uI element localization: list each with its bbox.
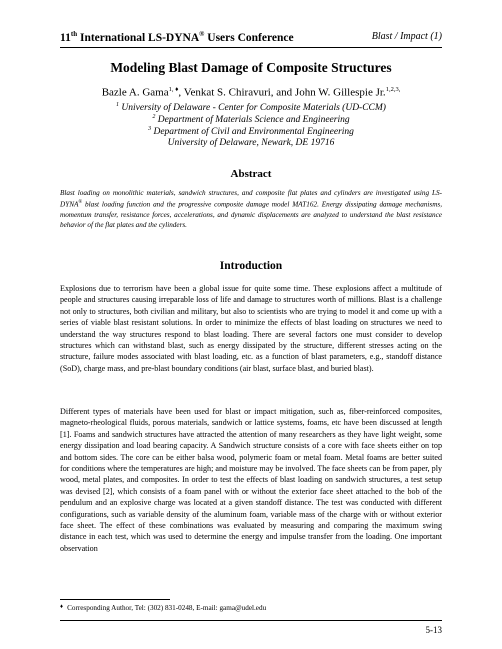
author-line xyxy=(60,86,442,99)
footnote-text: Corresponding Author, Tel: (302) 831-0248, E-mail: gama@udel.edu xyxy=(67,604,267,612)
introduction-paragraph-2: Different types of materials have been used for blast or impact mitigation, such as, fiber-reinforced composites, magneto-rheological fluids, porous materials, sandwich or lattice systems, foams, etc have been discussed at length [1]. Foams and sandwich structures have attracted the attention of many researchers as they have light weight, some energy dissipation and load bearing capacity. A Sandwich structure consists of a core with face sheets either on top and bottom sides. The core can be either balsa wood, polymeric foam or metal foam. Metal foams are better suited for conditions where the temperatures are high; and moisture may be involved. The face sheets can be from paper, ply wood, metal plates, and composites. In order to test the effects of blast loading on sandwich structures, a test setup was devised [2], which consists of a foam panel with or without the exterior face sheet attached to the bob of the pendulum and an explosive charge was located at a given standoff distance. The test was conducted with different configurations, such as variable density of the aluminum foam, variable mass of the charge with or without exterior face sheet. The effect of these combinations was evaluated by measuring and comparing the maximum swing distance in each test, which was used to determine the energy and impulse transfer from the loading. One important observation xyxy=(60,407,442,553)
introduction-paragraph-1: Explosions due to terrorism have been a global issue for quite some time. These explosions affect a multitude of people and structures causing irreparable loss of life and damage to structures worth of millions. Blast is a challenge not only to structures, both civilian and military, but also to scientists who are trying to model it and come up with a series of viable blast resistant solutions. In order to minimize the effects of blast loading on structures we need to understand the way structures respond to blast loading. There are several factors one must consider to develop structures which can withstand blast, such as energy dissipated by the structure, different stresses acting on the structure, failure modes associated with blast loading, etc. as a function of blast parameters, e.g., standoff distance (SoD), charge mass, and pre-blast boundary conditions (air blast, surface blast, and buried blast). xyxy=(60,284,442,373)
conference-number: 11 xyxy=(60,31,71,44)
affiliation-1-mark: 1 xyxy=(116,102,120,108)
section-label: Blast / Impact (1) xyxy=(371,31,442,42)
abstract-registered-mark: ® xyxy=(78,200,83,206)
affiliation-2-mark: 2 xyxy=(152,114,156,120)
affiliation-3 xyxy=(60,126,442,137)
abstract-heading: Abstract xyxy=(230,168,272,180)
affiliation-1-text: University of Delaware - Center for Composite Materials (UD-CCM) xyxy=(119,103,386,114)
affiliation-3-text: Department of Civil and Environmental Engineering xyxy=(151,127,354,138)
header-rule xyxy=(60,47,442,48)
registered-mark: ® xyxy=(199,30,205,38)
conference-number-suffix: th xyxy=(70,30,78,38)
affiliation-1 xyxy=(60,102,442,113)
footer-rule xyxy=(60,620,442,621)
conference-header xyxy=(60,30,294,44)
abstract-text xyxy=(60,188,442,230)
conference-name-end: Users Conference xyxy=(204,31,294,44)
abstract-text-part-2: blast loading function and the progressive composite damage model MAT162. Energy dissipating damage mechanisms, momentum transfer, resistance forces, accelerations, and dynamic displacements are analyzed to understand the blast resistance behavior of the flat plates and the cylinders. xyxy=(60,200,442,229)
abstract-text-part-1: Blast loading on monolithic materials, sandwich structures, and composite flat plates and cylinders are investigated using LS-DYNA xyxy=(60,189,442,209)
affiliation-address-text: University of Delaware, Newark, DE 19716 xyxy=(167,138,335,148)
author-gama: Bazle A. Gama xyxy=(101,86,169,99)
paper-title: Modeling Blast Damage of Composite Structures xyxy=(110,60,392,75)
footnote xyxy=(60,604,442,612)
author-gama-affiliation: 1, ♦ xyxy=(168,86,179,93)
author-others: , Venkat S. Chiravuri, and John W. Gillespie Jr. xyxy=(178,86,386,99)
conference-name: International LS-DYNA xyxy=(77,31,200,44)
page-number: 5-13 xyxy=(425,625,442,635)
affiliation-3-mark: 3 xyxy=(148,126,152,132)
footnote-rule xyxy=(60,599,170,600)
affiliation-2 xyxy=(60,114,442,125)
affiliation-address xyxy=(60,138,442,148)
footnote-mark: ♦ xyxy=(60,604,64,610)
introduction-heading: Introduction xyxy=(219,260,283,272)
affiliation-2-text: Department of Materials Science and Engineering xyxy=(155,115,350,126)
author-others-affiliation: 1,2,3, xyxy=(385,86,401,93)
